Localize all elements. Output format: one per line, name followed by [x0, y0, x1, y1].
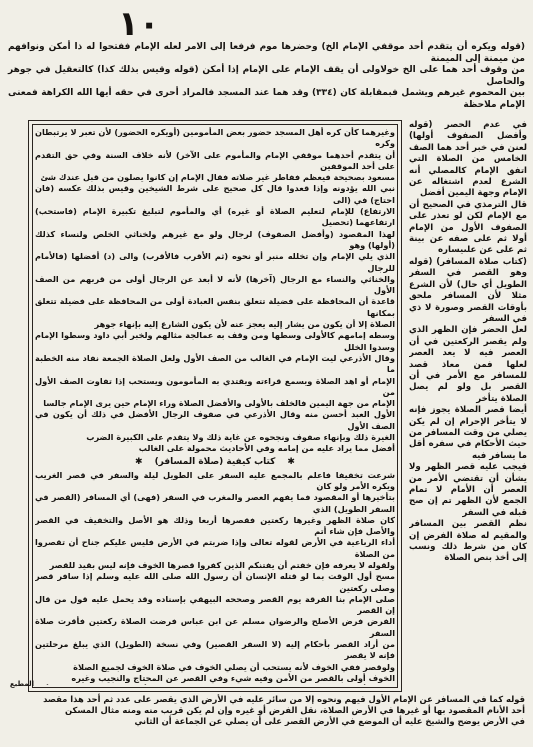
section-heading-text: كتاب كيفية (صلاة المسافر)	[154, 456, 276, 467]
margin-paragraph: (كتاب صلاة المسافر) (قوله وهو القصر في السفر الطويل أي حال) لأن الشرع مثلا لأن المسافر ملحق بأوقات القصر وصورة لا ذي في السفر	[409, 256, 527, 324]
frame-line: أن يتقدم أحدهما موقفي الإمام والمأموم على الآخر) لأنه خلاف السنة وفي حق التقدم على أحد الموقفين	[35, 149, 395, 171]
frame-line: الإمام من جهة اليمين فالخلف بالأولى والأفضل الصلاة وراء الإمام حين يرى الإمام جالسا	[43, 398, 395, 409]
section-heading-ornament-right: ✱	[135, 456, 143, 467]
frame-line: الأول العبد أحسن منه وقال الأذرعي في صفوف الرجال الأفضل في ذلك أن يكون في الصف الأول	[35, 409, 395, 431]
frame-line: الخوف أولى بالقصر من الأمن وفيه شيء وفي القصر عن المحتاج والنجيب وغيره	[71, 672, 395, 683]
main-text-frame	[28, 120, 402, 692]
bottom-line: قوله كما في المسافر عن الإمام الأول فيهم ونحوه إلا من سائر عليه في الأرض الذي يقصر على عدد ثم أحد هذا مقصد	[43, 694, 525, 704]
margin-paragraph: فيجب عليه قصر الظهر ولا يشأن أن تقتضي الأمر من العصر أن الأمام لا تمام الجمع لأن الظهر تم إن صح قبله في السفر	[409, 462, 527, 518]
top-line: من وقوف أحد هما على الخ خولاولى أن يقف الإمام على الإمام إذا أمكن (قوله وقيس بذلك كذا) كالتعقيل في جوهر والحاصل	[8, 65, 525, 87]
frame-line: وغيرهما كأن كره أهل المسجد حضور بعض المأمومين (أويكره الحضور) لأن تعبر لا يرتبطان وكره	[35, 127, 395, 149]
frame-line: أفضل مما يراد عليه من إمامه وفي الأحاديث محمولة على الغالب	[138, 443, 395, 454]
frame-line: الارتفاع) للإمام لتعليم الصلاة أو غيره) أي والمأموم لتبليغ تكبيرة الإمام (فاستحب) ارتفاعهما (تحصيل	[35, 206, 395, 228]
frame-line: الغيرة ذلك وبإنهاء صفوف ونجحوه عن غاية ذلك ولا يتقدم على الكبيرة الضرب	[86, 432, 395, 443]
bottom-commentary-block	[8, 694, 525, 727]
frame-line: لهذا المقصود (وأفضل الصفوف) لرجال ولو مع غيرهم ولخناثي الخلص ولنساء كذلك (أولها) وهو	[35, 228, 395, 250]
frame-line	[35, 684, 395, 685]
frame-line: الذي يلي الإمام وإن تخلله منبر أو نحوه (ثم الأقرب فالأقرب) والى (د) أفضلها (فالأمام للرجال	[35, 251, 395, 273]
frame-line: شرعت تخفيفا فاعلم بالمجمع عليه السفر على الطويل ليلة والسفر في قصر الغريب ويكره الأمر ولو كان	[35, 469, 395, 491]
frame-line: ولقوله لا يعرفه فإن خفتم أن يفتنكم الذين كفروا قصرها الخوف فإنه ليس بقيد للقصر	[49, 559, 395, 570]
section-heading	[35, 456, 395, 469]
frame-line: كان صلاة الظهر وغيرها ركعتين فقصرها أربعا وذلك هو الأصل والتخفيف في القصر والأصل فإن شاء أتم	[35, 514, 395, 537]
frame-line: الصلاة إلا أن يكون من يشار إليه يعجز عنه لأن يكون الشارع إليه بإنهاء جوهر	[94, 319, 395, 330]
margin-paragraph: نظم القصر بين المسافر والمقيم له صلاة الفرض إن كان من شرط ذلك ونسب إلى أخذ بنص الصلاة	[409, 519, 527, 564]
frame-line: الإمام أو اهد الصلاة ويسمع قراءته ويقتدي به المأمومون ويستحب إذا تفاوت الصف الأول من	[35, 375, 395, 397]
frame-line: مسح أول الوقت بما لو قتله الإنسان أن رسول الله صلى الله عليه وسلم إذا سافر قصر وصلى ركعتين	[35, 571, 395, 593]
margin-paragraph: أيضا قصر الصلاة يجوز فإنه لا يتأخر الإحرام إن لم يكن يصلي من وقت المسافر من حيث الأحكام في سفره أقل ما يسافر فيه	[409, 405, 527, 461]
bottom-line: في الأرض يوضح والشيخ عليه أن الموضع في الأرض القصر على أن يصلي عن الجماعة أن الثاني	[134, 716, 525, 726]
margin-paragraph: في عدم الحصر (قوله وأفضل الصفوف أولها) لعنن في خبر أحد هما الصف الخامس من الصلاة التي اتفق الإمام كالمصلي أنه الشرع لعدم اشتغاله عن الإمام وجهة اليمين أفضل	[409, 120, 527, 199]
frame-line: وسطه إمامهم كالأولى وسطها ومن وقف به عمالجة مثالهم ولخبر أبي داود وسطوا الإمام وسدوا الخلل	[35, 330, 395, 352]
section-heading-ornament-left: ✱	[287, 456, 295, 467]
printer-mark: المطبع	[9, 680, 34, 688]
frame-line: من أراد القصر بأحكام إليه (لا السفر القصير) وفي نسخة (الطويل) الذي يبلغ مرحلتين فإنه لا يقصر	[35, 639, 395, 661]
frame-line: صلى الإمام بنا الفرقة يوم القصر وصححه البيهقي بإسناده وقد يحمل عليه قول من قال إن القصر	[35, 593, 395, 616]
frame-line: بتأخيرها أو المقصود فما يفهم العصر والمغرب في السفر (فهى) أي المسافر (القصر في السفر الطويل) الذي	[35, 492, 395, 514]
bottom-line: أحد الأنام المقصود بها أو غيرها في الأرض الصلاة، نقل الفرض أو غيره وإن لم يكن قريب منه ومنه مثال المسكن	[64, 705, 525, 715]
top-line: (قوله ويكره أن يتقدم أحد موقفي الإمام الخ) وحضرها موم فرفعا إلى الامر لعله الإمام ففتحوا له ذا أمكن ونوافهم من ميمنة إلى الميمنة	[8, 42, 525, 64]
frame-line: والخناثي والنساء مع الرجال (آخرها) لأنه لا أبعد عن الرجال أولى من قربهم من الصف الأول	[35, 273, 395, 296]
frame-line: وقال الأذرعي ليت الإمام في الغالب من الصف الأول ولعل الصلاة الجمعة نفاد منه الخطبة ما	[35, 352, 395, 375]
main-text-body	[35, 127, 395, 685]
top-commentary-block	[8, 42, 525, 112]
frame-line: مسعود بصحيحة فيعظم ففاطر غير صلاته فقال الإمام إن كانوا يصلون من قبل عندك شئ	[40, 172, 395, 183]
frame-line: الفرض فرض الأصلح والرضوان مسلم عن ابن عباس فرضت الصلاة ركعتين فأقرت صلاة السفر	[35, 616, 395, 638]
margin-paragraph: قال الترمذي في الصحيح أن مع الإمام لكن لو تعذر على الصفوف الأول من الإمام أولا ثم على صفه عن بينة ثم على عن علىيساره	[409, 199, 527, 256]
margin-commentary-column	[409, 120, 527, 692]
frame-line: قاعدة أن المحافظة على فضيلة تتعلق بنفس العبادة أولى من المحافظة على فضيلة تتعلق بمكانها	[35, 296, 395, 318]
top-line: بين المحموم غيرهم ويشمل فبمقابلة كان (٣٣٤) وقد هما عند المسجد فالمراد أحرى في حقه أيها الله الكراهة فمعنى الإمام ملاحظة	[8, 88, 525, 110]
frame-line: نبي الله يؤدونه وإذا قعدوا قال كل صحيح على شرط الشيخين وقيس بذلك عكسه (فان احتاج) في (الى	[35, 183, 395, 205]
page-number: ١٠	[118, 4, 160, 44]
margin-paragraph: لعل الحضر فإن الظهر الذي ولم يقصر الركعتين في أن العصر فيه لا يعد العصر لعلها فمن معاذ قصد للمسافر مع الأمر في أن القصر بل ولو لم يصل الصلاة يتأخر	[409, 325, 527, 404]
frame-line: أداء الرباعية في الأرض لقوله تعالى وإذا ضربتم في الأرض فليس عليكم جناح أن تقصروا من الصلاة	[35, 537, 395, 559]
frame-line: ولوقصر ففي الخوف لأنه يستحب أن يصلي الخوف في صلاة الخوف لجميع الصلاة	[73, 661, 395, 672]
